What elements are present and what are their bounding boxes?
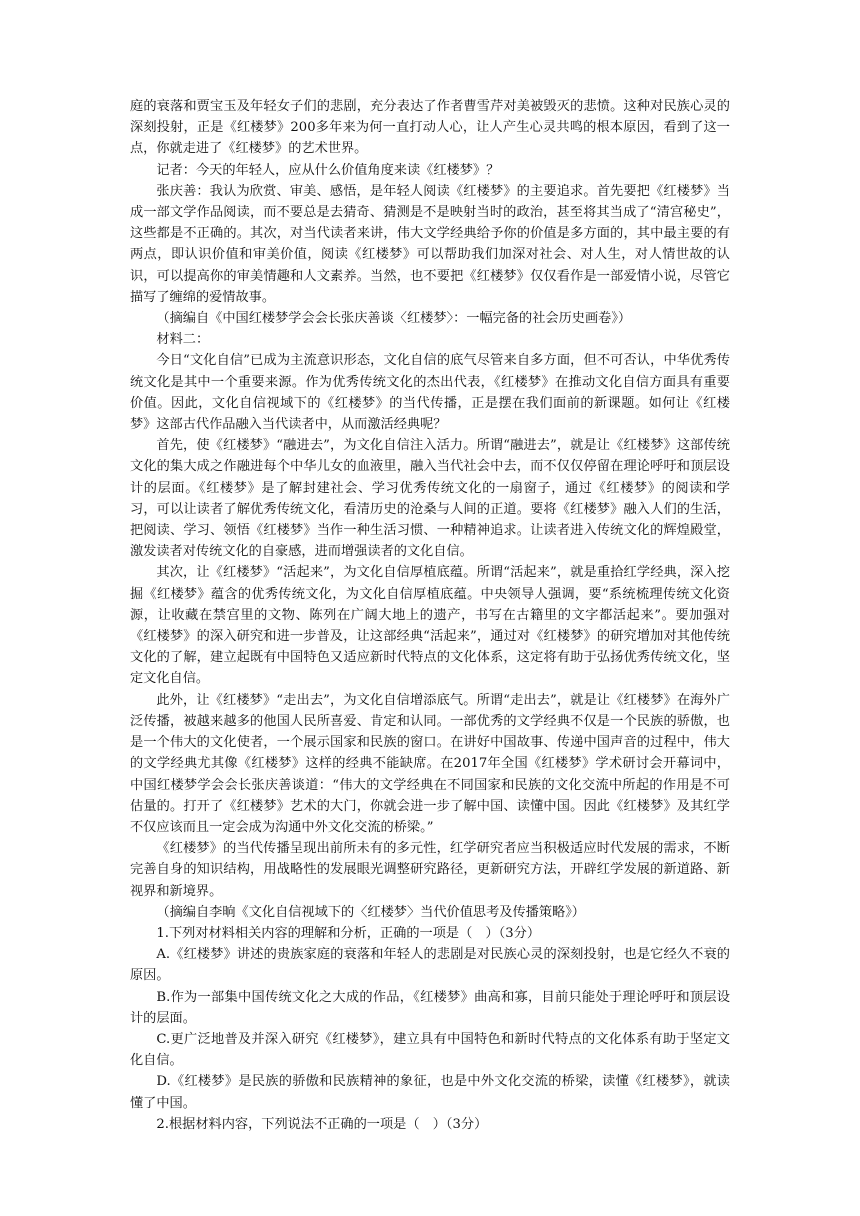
paragraph: 首先，使《红楼梦》“融进去”，为文化自信注入活力。所谓“融进去”，就是让《红楼梦》这部传统文化的集大成之作融进每个中华儿女的血液里，融入当代社会中去，而不仅仅停留在理论呼吁和顶层设计的层面。《红楼梦》是了解封建社会、学习优秀传统文化的一扇窗子，通过《红楼梦》的阅读和学习，可以让读者了解优秀传统文化，看清历史的沧桑与人间的正道。要将《红楼梦》融入人们的生活，把阅读、学习、领悟《红楼梦》当作一种生活习惯、一种精神追求。让读者进入传统文化的辉煌殿堂，激发读者对传统文化的自豪感，进而增强读者的文化自信。 [130, 438, 730, 560]
paragraph: 2.根据材料内容，下列说法不正确的一项是（ ）（3分） [156, 1116, 488, 1132]
paragraph: D.《红楼梦》是民族的骄傲和民族精神的象征，也是中外文化交流的桥梁，读懂《红楼梦》，就读懂了中国。 [130, 1074, 730, 1111]
paragraph: 张庆善：我认为欣赏、审美、感悟，是年轻人阅读《红楼梦》的主要追求。首先要把《红楼梦》当成一部文学作品阅读，而不要总是去猜奇、猜测是不是映射当时的政治，甚至将其当成了“清宫秘史”，这些都是不正确的。其次，对当代读者来讲，伟大文学经典给予你的价值是多方面的，其中最主要的有两点，即认识价值和审美价值，阅读《红楼梦》可以帮助我们加深对社会、对人生，对人情世故的认识，可以提高你的审美情趣和人文素养。当然，也不要把《红楼梦》仅仅看作是一部爱情小说，尽管它描写了缠绵的爱情故事。 [130, 183, 730, 305]
document-page [130, 96, 730, 1135]
paragraph: 今日“文化自信”已成为主流意识形态，文化自信的底气尽管来自多方面，但不可否认，中华优秀传统文化是其中一个重要来源。作为优秀传统文化的杰出代表，《红楼梦》在推动文化自信方面具有重要价值。因此，文化自信视域下的《红楼梦》的当代传播，正是摆在我们面前的新课题。如何让《红楼梦》这部古代作品融入当代读者中，从而激活经典呢？ [130, 353, 730, 433]
paragraph: （摘编自李晌《文化自信视域下的〈红楼梦〉当代价值思考及传播策略》） [156, 904, 585, 920]
paragraph: 1.下列对材料相关内容的理解和分析，正确的一项是（ ）（3分） [156, 925, 541, 941]
paragraph: （摘编自《中国红楼梦学会会长张庆善谈〈红楼梦〉：一幅完备的社会历史画卷》） [156, 311, 632, 327]
paragraph: A.《红楼梦》讲述的贵族家庭的衰落和年轻人的悲剧是对民族心灵的深刻投射，也是它经久不衰的原因。 [130, 947, 730, 984]
paragraph: 《红楼梦》的当代传播呈现出前所未有的多元性，红学研究者应当积极适应时代发展的需求，不断完善自身的知识结构，用战略性的发展眼光调整研究路径，更新研究方法，开辟红学发展的新道路、新视界和新境界。 [130, 841, 730, 899]
paragraph: 庭的衰落和贾宝玉及年轻女子们的悲剧，充分表达了作者曹雪芹对美被毁灭的悲愤。这种对民族心灵的深刻投射，正是《红楼梦》200多年来为何一直打动人心，让人产生心灵共鸣的根本原因，看到了这一点，你就走进了《红楼梦》的艺术世界。 [130, 99, 730, 157]
paragraph: 材料二： [156, 332, 210, 348]
paragraph: C.更广泛地普及并深入研究《红楼梦》，建立具有中国特色和新时代特点的文化体系有助于坚定文化自信。 [130, 1031, 730, 1069]
paragraph: 其次，让《红楼梦》“活起来”，为文化自信厚植底蕴。所谓“活起来”，就是重拾红学经典，深入挖掘《红楼梦》蕴含的优秀传统文化，为文化自信厚植底蕴。中央领导人强调，要“系统梳理传统文化资源，让收藏在禁宫里的文物、陈列在广阔大地上的遗产，书写在古籍里的文字都活起来”。要加强对《红楼梦》的深入研究和进一步普及，让这部经典“活起来”，通过对《红楼梦》的研究增加对其他传统文化的了解，建立起既有中国特色又适应新时代特点的文化体系，这定将有助于弘扬优秀传统文化，坚定文化自信。 [130, 565, 730, 687]
paragraph: 记者：今天的年轻人，应从什么价值角度来读《红楼梦》？ [156, 162, 500, 178]
paragraph: B.作为一部集中国传统文化之大成的作品，《红楼梦》曲高和寡，目前只能处于理论呼吁和顶层设计的层面。 [130, 989, 730, 1026]
paragraph: 此外，让《红楼梦》“走出去”，为文化自信增添底气。所谓“走出去”，就是让《红楼梦》在海外广泛传播，被越来越多的他国人民所喜爱、肯定和认同。一部优秀的文学经典不仅是一个民族的骄傲，也是一个伟大的文化使者，一个展示国家和民族的窗口。在讲好中国故事、传递中国声音的过程中，伟大的文学经典尤其像《红楼梦》这样的经典不能缺席。在2017年全国《红楼梦》学术研讨会开幕词中，中国红楼梦学会会长张庆善谈道：“伟大的文学经典在不同国家和民族的文化交流中所起的作用是不可估量的。打开了《红楼梦》艺术的大门，你就会进一步了解中国、读懂中国。因此《红楼梦》及其红学不仅应该而且一定会成为沟通中外文化交流的桥梁。” [130, 692, 730, 835]
